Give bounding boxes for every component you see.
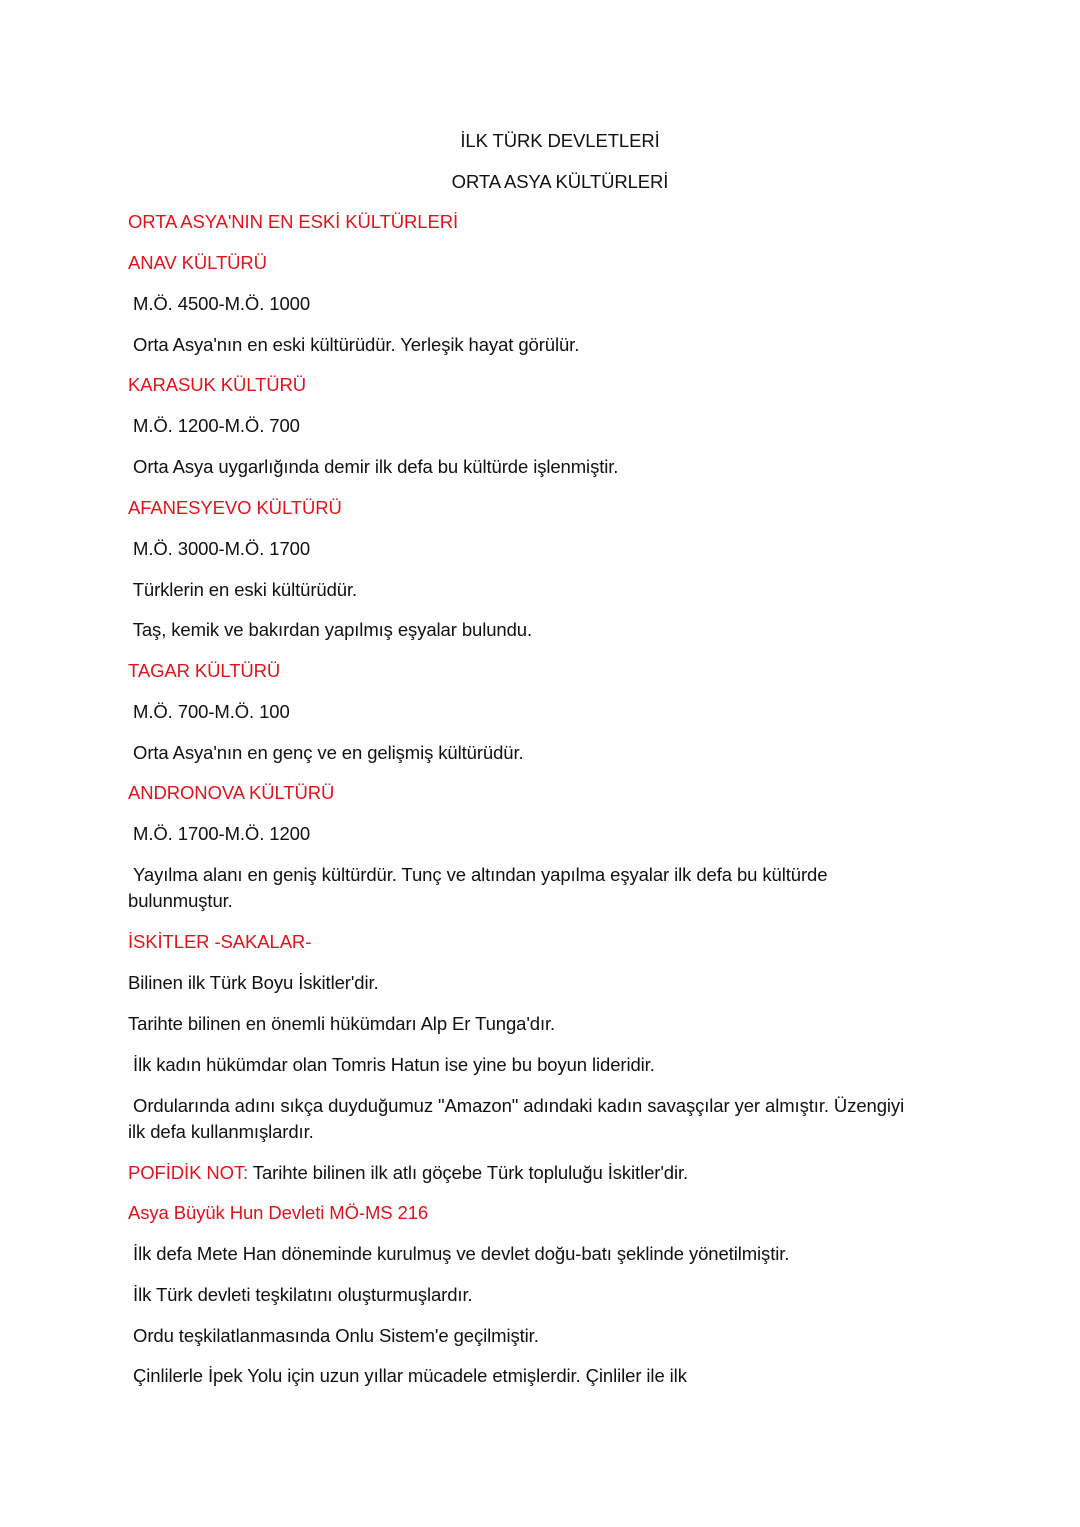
iskitler-text-2: Tarihte bilinen en önemli hükümdarı Alp Er Tunga'dır. [128,1013,556,1034]
note-text: Tarihte bilinen ilk atlı göçebe Türk topluluğu İskitler'dir. [248,1162,689,1183]
document-title: İLK TÜRK DEVLETLERİ [460,130,660,151]
tagar-text: Orta Asya'nın en genç ve en gelişmiş kültürüdür. [128,742,524,763]
iskitler-text-3: İlk kadın hükümdar olan Tomris Hatun ise yine bu boyun lideridir. [128,1054,655,1075]
afanesyevo-text-1: Türklerin en eski kültürüdür. [128,579,358,600]
andronova-dates: M.Ö. 1700-M.Ö. 1200 [128,823,311,844]
hun-text-1: İlk defa Mete Han döneminde kurulmuş ve devlet doğu-batı şeklinde yönetilmiştir. [128,1243,790,1264]
hun-text-3: Ordu teşkilatlanmasında Onlu Sistem'e geçilmiştir. [128,1325,539,1346]
section-heading-andronova: ANDRONOVA KÜLTÜRÜ [128,782,335,803]
document-subtitle: ORTA ASYA KÜLTÜRLERİ [451,171,669,192]
section-heading-hun: Asya Büyük Hun Devleti MÖ-MS 216 [128,1202,429,1223]
afanesyevo-text-2: Taş, kemik ve bakırdan yapılmış eşyalar bulundu. [128,619,533,640]
hun-text-4: Çinlilerle İpek Yolu için uzun yıllar mücadele etmişlerdir. Çinliler ile ilk [128,1365,687,1386]
pofidik-note [128,1160,688,1186]
anav-text: Orta Asya'nın en eski kültürüdür. Yerleşik hayat görülür. [128,334,580,355]
section-heading-intro: ORTA ASYA'NIN EN ESKİ KÜLTÜRLERİ [128,211,458,232]
tagar-dates: M.Ö. 700-M.Ö. 100 [128,701,290,722]
karasuk-text: Orta Asya uygarlığında demir ilk defa bu kültürde işlenmiştir. [128,456,619,477]
karasuk-dates: M.Ö. 1200-M.Ö. 700 [128,415,300,436]
section-heading-afanesyevo: AFANESYEVO KÜLTÜRÜ [128,497,342,518]
section-heading-karasuk: KARASUK KÜLTÜRÜ [128,374,307,395]
afanesyevo-dates: M.Ö. 3000-M.Ö. 1700 [128,538,311,559]
note-label: POFİDİK NOT: [128,1162,249,1183]
anav-dates: M.Ö. 4500-M.Ö. 1000 [128,293,311,314]
hun-text-2: İlk Türk devleti teşkilatını oluşturmuşlardır. [128,1284,473,1305]
section-heading-tagar: TAGAR KÜLTÜRÜ [128,660,281,681]
section-heading-anav: ANAV KÜLTÜRÜ [128,252,267,273]
andronova-text: Yayılma alanı en geniş kültürdür. Tunç ve altından yapılma eşyalar ilk defa bu kültürde bulunmuştur. [128,864,828,911]
section-heading-iskitler: İSKİTLER -SAKALAR- [128,931,312,952]
iskitler-text-4: Ordularında adını sıkça duyduğumuz "Amazon" adındaki kadın savaşçılar yer almıştır. Üzengiyi ilk defa kullanmışlardır. [128,1095,905,1142]
iskitler-text-1: Bilinen ilk Türk Boyu İskitler'dir. [128,972,379,993]
